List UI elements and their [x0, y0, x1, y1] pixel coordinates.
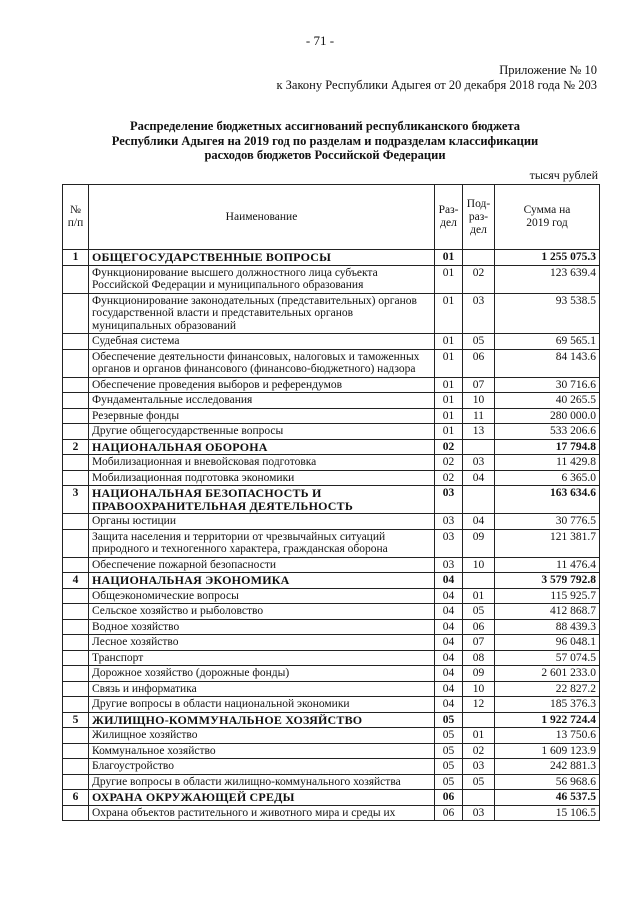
cell-name: Мобилизационная подготовка экономики: [89, 470, 435, 486]
table-row: [63, 635, 600, 651]
cell-amount: 123 639.4: [495, 265, 600, 293]
cell-amount: 6 365.0: [495, 470, 600, 486]
cell-name: Транспорт: [89, 650, 435, 666]
cell-name: Благоустройство: [89, 759, 435, 775]
table-row: [63, 408, 600, 424]
page-number: - 71 -: [305, 33, 335, 48]
units-label: тысяч рублей: [529, 168, 598, 182]
table-section-row: [63, 790, 600, 806]
cell-num: [63, 349, 89, 377]
title-line-2: Республики Адыгея на 2019 год по разделам и подразделам классификации: [111, 133, 539, 148]
cell-num: 6: [63, 790, 89, 806]
cell-name: Охрана объектов растительного и животного мира и среды их: [89, 805, 435, 821]
cell-amount: 30 716.6: [495, 377, 600, 393]
cell-name: Другие общегосударственные вопросы: [89, 424, 435, 440]
cell-amount: 88 439.3: [495, 619, 600, 635]
cell-num: [63, 666, 89, 682]
cell-num: [63, 650, 89, 666]
cell-subsection: [463, 790, 495, 806]
cell-section: 01: [435, 377, 463, 393]
cell-section: 01: [435, 349, 463, 377]
cell-num: [63, 470, 89, 486]
header-section: Раз- дел: [435, 185, 463, 250]
cell-amount: 1 255 075.3: [495, 250, 600, 266]
cell-subsection: 02: [463, 743, 495, 759]
cell-num: 3: [63, 486, 89, 514]
cell-section: 04: [435, 604, 463, 620]
table-row: [63, 455, 600, 471]
cell-amount: 412 868.7: [495, 604, 600, 620]
cell-subsection: 05: [463, 604, 495, 620]
cell-amount: 11 429.8: [495, 455, 600, 471]
cell-amount: 242 881.3: [495, 759, 600, 775]
table-row: [63, 377, 600, 393]
cell-num: [63, 557, 89, 573]
cell-amount: 84 143.6: [495, 349, 600, 377]
table-row: [63, 604, 600, 620]
table-row: [63, 728, 600, 744]
cell-subsection: 04: [463, 470, 495, 486]
table-body: [63, 250, 600, 821]
cell-section: 04: [435, 619, 463, 635]
cell-name: Связь и информатика: [89, 681, 435, 697]
cell-amount: 163 634.6: [495, 486, 600, 514]
cell-subsection: 08: [463, 650, 495, 666]
cell-subsection: 03: [463, 455, 495, 471]
cell-subsection: 03: [463, 805, 495, 821]
header-name: Наименование: [89, 185, 435, 250]
cell-name: Защита населения и территории от чрезвычайных ситуаций природного и техногенного характера, гражданская оборона: [89, 529, 435, 557]
cell-name: Водное хозяйство: [89, 619, 435, 635]
cell-subsection: 06: [463, 349, 495, 377]
cell-amount: 46 537.5: [495, 790, 600, 806]
cell-section: 02: [435, 470, 463, 486]
cell-num: [63, 334, 89, 350]
cell-name: Сельское хозяйство и рыболовство: [89, 604, 435, 620]
budget-table: [62, 184, 600, 821]
cell-subsection: 10: [463, 681, 495, 697]
cell-num: [63, 604, 89, 620]
cell-num: [63, 681, 89, 697]
table-row: [63, 349, 600, 377]
cell-section: 01: [435, 250, 463, 266]
cell-subsection: 03: [463, 293, 495, 334]
cell-num: [63, 377, 89, 393]
cell-section: 01: [435, 424, 463, 440]
cell-num: [63, 588, 89, 604]
document-title: [90, 119, 560, 163]
cell-name: Фундаментальные исследования: [89, 393, 435, 409]
cell-name: ОБЩЕГОСУДАРСТВЕННЫЕ ВОПРОСЫ: [89, 250, 435, 266]
cell-num: [63, 805, 89, 821]
cell-section: 06: [435, 805, 463, 821]
cell-section: 04: [435, 697, 463, 713]
cell-subsection: 06: [463, 619, 495, 635]
cell-name: Функционирование законодательных (представительных) органов государственной власти и представительных органов муниципальных образований: [89, 293, 435, 334]
cell-amount: 69 565.1: [495, 334, 600, 350]
table-row: [63, 265, 600, 293]
table-row: [63, 619, 600, 635]
cell-section: 03: [435, 529, 463, 557]
cell-amount: 40 265.5: [495, 393, 600, 409]
table-row: [63, 743, 600, 759]
title-line-1: Распределение бюджетных ассигнований республиканского бюджета: [130, 119, 520, 133]
cell-num: [63, 293, 89, 334]
cell-name: Лесное хозяйство: [89, 635, 435, 651]
cell-name: Коммунальное хозяйство: [89, 743, 435, 759]
cell-num: [63, 728, 89, 744]
cell-subsection: [463, 439, 495, 455]
cell-name: Обеспечение деятельности финансовых, налоговых и таможенных органов и органов финансового (финансово-бюджетного) надзора: [89, 349, 435, 377]
cell-section: 04: [435, 573, 463, 589]
cell-num: [63, 774, 89, 790]
cell-subsection: 12: [463, 697, 495, 713]
cell-section: 02: [435, 455, 463, 471]
table-section-row: [63, 250, 600, 266]
cell-amount: 1 922 724.4: [495, 712, 600, 728]
cell-num: [63, 529, 89, 557]
cell-amount: 93 538.5: [495, 293, 600, 334]
cell-subsection: 03: [463, 759, 495, 775]
cell-num: [63, 455, 89, 471]
table-section-row: [63, 486, 600, 514]
table-row: [63, 514, 600, 530]
table-row: [63, 470, 600, 486]
cell-name: Резервные фонды: [89, 408, 435, 424]
cell-subsection: 09: [463, 666, 495, 682]
table-row: [63, 805, 600, 821]
cell-name: Мобилизационная и вневойсковая подготовка: [89, 455, 435, 471]
table-row: [63, 424, 600, 440]
cell-name: Функционирование высшего должностного лица субъекта Российской Федерации и муниципального образования: [89, 265, 435, 293]
appendix-line-2: к Закону Республики Адыгея от 20 декабря 2018 года № 203: [276, 78, 597, 92]
table-row: [63, 293, 600, 334]
cell-section: 03: [435, 514, 463, 530]
table-row: [63, 334, 600, 350]
table-row: [63, 588, 600, 604]
cell-amount: 57 074.5: [495, 650, 600, 666]
cell-num: 1: [63, 250, 89, 266]
cell-subsection: [463, 486, 495, 514]
cell-name: ЖИЛИЩНО-КОММУНАЛЬНОЕ ХОЗЯЙСТВО: [89, 712, 435, 728]
cell-section: 06: [435, 790, 463, 806]
cell-section: 04: [435, 635, 463, 651]
cell-amount: 11 476.4: [495, 557, 600, 573]
cell-section: 05: [435, 759, 463, 775]
cell-subsection: 05: [463, 774, 495, 790]
cell-name: Другие вопросы в области жилищно-коммунального хозяйства: [89, 774, 435, 790]
cell-subsection: 11: [463, 408, 495, 424]
cell-num: [63, 408, 89, 424]
cell-num: [63, 619, 89, 635]
cell-section: 01: [435, 293, 463, 334]
table-row: [63, 393, 600, 409]
cell-section: 02: [435, 439, 463, 455]
appendix-line-1: Приложение № 10: [499, 63, 597, 77]
cell-num: 2: [63, 439, 89, 455]
cell-name: Другие вопросы в области национальной экономики: [89, 697, 435, 713]
cell-amount: 280 000.0: [495, 408, 600, 424]
cell-subsection: 13: [463, 424, 495, 440]
cell-section: 01: [435, 265, 463, 293]
cell-subsection: 10: [463, 557, 495, 573]
cell-section: 01: [435, 334, 463, 350]
table-row: [63, 650, 600, 666]
cell-section: 01: [435, 408, 463, 424]
cell-subsection: 02: [463, 265, 495, 293]
cell-subsection: 01: [463, 728, 495, 744]
cell-name: Общеэкономические вопросы: [89, 588, 435, 604]
cell-num: [63, 393, 89, 409]
cell-num: [63, 265, 89, 293]
cell-num: [63, 424, 89, 440]
cell-num: [63, 635, 89, 651]
table-row: [63, 697, 600, 713]
cell-amount: 22 827.2: [495, 681, 600, 697]
cell-amount: 3 579 792.8: [495, 573, 600, 589]
cell-num: 4: [63, 573, 89, 589]
cell-amount: 56 968.6: [495, 774, 600, 790]
cell-name: НАЦИОНАЛЬНАЯ ЭКОНОМИКА: [89, 573, 435, 589]
cell-subsection: [463, 250, 495, 266]
cell-name: Жилищное хозяйство: [89, 728, 435, 744]
cell-subsection: 10: [463, 393, 495, 409]
cell-name: Обеспечение пожарной безопасности: [89, 557, 435, 573]
cell-section: 05: [435, 728, 463, 744]
cell-name: НАЦИОНАЛЬНАЯ ОБОРОНА: [89, 439, 435, 455]
cell-subsection: [463, 573, 495, 589]
cell-section: 04: [435, 666, 463, 682]
cell-name: Обеспечение проведения выборов и референдумов: [89, 377, 435, 393]
table-section-row: [63, 439, 600, 455]
header-num: № п/п: [63, 185, 89, 250]
cell-amount: 533 206.6: [495, 424, 600, 440]
title-line-3: расходов бюджетов Российской Федерации: [204, 148, 446, 162]
header-subsection: Под- раз- дел: [463, 185, 495, 250]
cell-amount: 2 601 233.0: [495, 666, 600, 682]
cell-section: 04: [435, 588, 463, 604]
cell-name: ОХРАНА ОКРУЖАЮЩЕЙ СРЕДЫ: [89, 790, 435, 806]
cell-section: 05: [435, 774, 463, 790]
cell-section: 03: [435, 486, 463, 514]
table-header-row: [63, 185, 600, 250]
cell-subsection: [463, 712, 495, 728]
table-row: [63, 681, 600, 697]
cell-num: [63, 743, 89, 759]
cell-section: 01: [435, 393, 463, 409]
cell-subsection: 01: [463, 588, 495, 604]
cell-amount: 13 750.6: [495, 728, 600, 744]
cell-subsection: 07: [463, 377, 495, 393]
appendix-reference: [276, 63, 597, 93]
cell-name: НАЦИОНАЛЬНАЯ БЕЗОПАСНОСТЬ И ПРАВООХРАНИТЕЛЬНАЯ ДЕЯТЕЛЬНОСТЬ: [89, 486, 435, 514]
cell-num: 5: [63, 712, 89, 728]
table-section-row: [63, 712, 600, 728]
cell-num: [63, 514, 89, 530]
cell-name: Судебная система: [89, 334, 435, 350]
cell-section: 04: [435, 650, 463, 666]
table-section-row: [63, 573, 600, 589]
cell-section: 05: [435, 712, 463, 728]
cell-amount: 1 609 123.9: [495, 743, 600, 759]
cell-section: 05: [435, 743, 463, 759]
cell-amount: 17 794.8: [495, 439, 600, 455]
cell-num: [63, 697, 89, 713]
cell-amount: 185 376.3: [495, 697, 600, 713]
cell-subsection: 07: [463, 635, 495, 651]
cell-amount: 30 776.5: [495, 514, 600, 530]
table-row: [63, 759, 600, 775]
cell-name: Органы юстиции: [89, 514, 435, 530]
cell-amount: 96 048.1: [495, 635, 600, 651]
cell-amount: 121 381.7: [495, 529, 600, 557]
cell-subsection: 05: [463, 334, 495, 350]
cell-name: Дорожное хозяйство (дорожные фонды): [89, 666, 435, 682]
cell-subsection: 09: [463, 529, 495, 557]
table-row: [63, 666, 600, 682]
cell-section: 03: [435, 557, 463, 573]
cell-num: [63, 759, 89, 775]
cell-section: 04: [435, 681, 463, 697]
table-row: [63, 774, 600, 790]
table-row: [63, 529, 600, 557]
header-amount: Сумма на 2019 год: [495, 185, 600, 250]
cell-amount: 15 106.5: [495, 805, 600, 821]
cell-amount: 115 925.7: [495, 588, 600, 604]
table-row: [63, 557, 600, 573]
cell-subsection: 04: [463, 514, 495, 530]
